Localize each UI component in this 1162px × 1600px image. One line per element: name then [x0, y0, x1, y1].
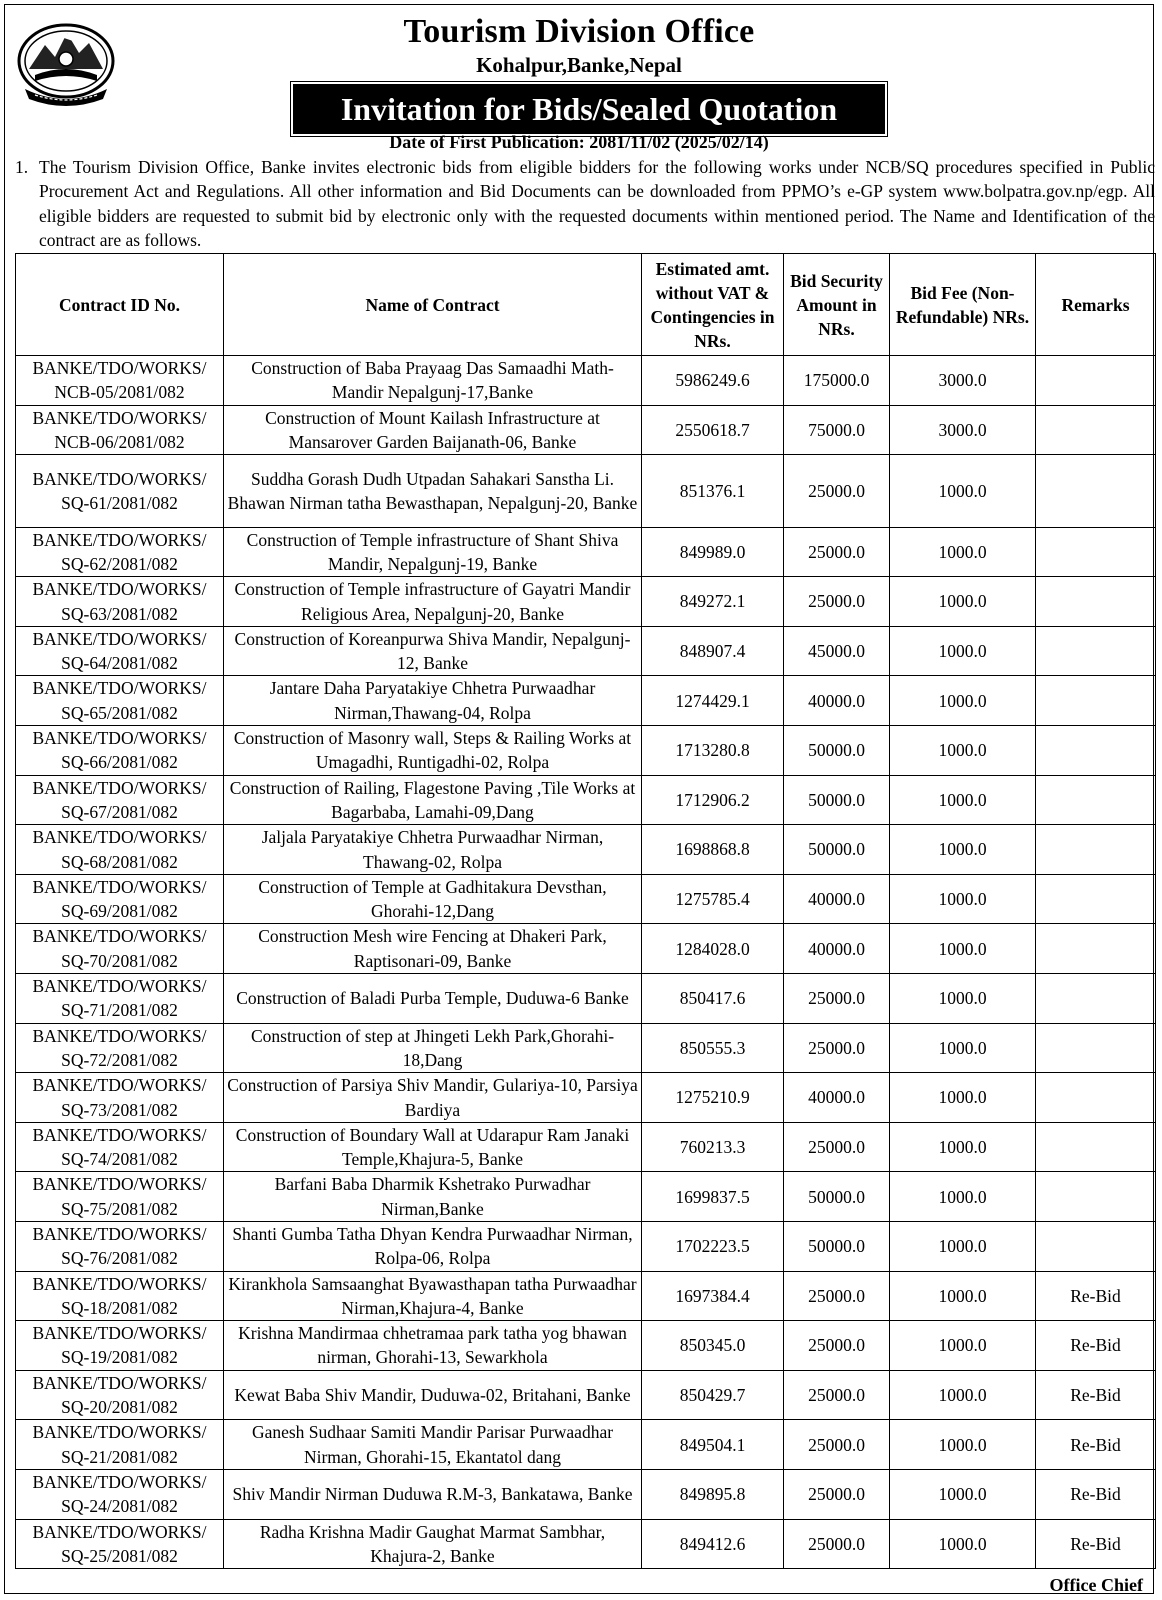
- table-row: [16, 527, 1156, 577]
- cell-contract-id: BANKE/TDO/WORKS/ SQ-62/2081/082: [16, 527, 224, 577]
- cell-estimated-amount: 850345.0: [642, 1321, 784, 1371]
- cell-contract-name: Construction of Parsiya Shiv Mandir, Gulariya-10, Parsiya Bardiya: [224, 1073, 642, 1123]
- cell-contract-name: Barfani Baba Dharmik Kshetrako Purwadhar Nirman,Banke: [224, 1172, 642, 1222]
- header-bid-security: Bid Security Amount in NRs.: [784, 254, 890, 356]
- cell-bid-fee: 1000.0: [890, 1073, 1036, 1123]
- cell-bid-security: 25000.0: [784, 1519, 890, 1569]
- cell-estimated-amount: 849989.0: [642, 527, 784, 577]
- table-row: [16, 1023, 1156, 1073]
- table-row: [16, 974, 1156, 1024]
- cell-remarks: [1036, 825, 1156, 875]
- notice-banner: Invitation for Bids/Sealed Quotation: [293, 84, 885, 134]
- table-row: [16, 924, 1156, 974]
- cell-bid-security: 25000.0: [784, 577, 890, 627]
- cell-contract-id: BANKE/TDO/WORKS/ SQ-68/2081/082: [16, 825, 224, 875]
- table-row: [16, 1420, 1156, 1470]
- cell-contract-id: BANKE/TDO/WORKS/ SQ-66/2081/082: [16, 726, 224, 776]
- cell-estimated-amount: 1274429.1: [642, 676, 784, 726]
- cell-estimated-amount: 1697384.4: [642, 1271, 784, 1321]
- cell-contract-name: Construction of Baba Prayaag Das Samaadhi Math-Mandir Nepalgunj-17,Banke: [224, 356, 642, 406]
- cell-bid-security: 25000.0: [784, 974, 890, 1024]
- cell-remarks: [1036, 924, 1156, 974]
- cell-contract-name: Construction of Baladi Purba Temple, Duduwa-6 Banke: [224, 974, 642, 1024]
- cell-remarks: Re-Bid: [1036, 1271, 1156, 1321]
- notice-page: [4, 4, 1154, 1594]
- cell-remarks: [1036, 1122, 1156, 1172]
- table-row: [16, 1172, 1156, 1222]
- cell-bid-fee: 1000.0: [890, 1271, 1036, 1321]
- cell-remarks: Re-Bid: [1036, 1370, 1156, 1420]
- cell-estimated-amount: 849412.6: [642, 1519, 784, 1569]
- table-row: [16, 1122, 1156, 1172]
- cell-bid-fee: 1000.0: [890, 1420, 1036, 1470]
- cell-bid-security: 25000.0: [784, 1321, 890, 1371]
- cell-bid-fee: 1000.0: [890, 676, 1036, 726]
- cell-contract-id: BANKE/TDO/WORKS/ NCB-05/2081/082: [16, 356, 224, 406]
- cell-bid-fee: 1000.0: [890, 924, 1036, 974]
- cell-remarks: [1036, 1222, 1156, 1272]
- cell-remarks: Re-Bid: [1036, 1420, 1156, 1470]
- cell-remarks: [1036, 455, 1156, 528]
- table-row: [16, 1222, 1156, 1272]
- cell-bid-fee: 1000.0: [890, 974, 1036, 1024]
- cell-contract-id: BANKE/TDO/WORKS/ SQ-18/2081/082: [16, 1271, 224, 1321]
- contracts-table: [15, 253, 1156, 1569]
- table-row: [16, 577, 1156, 627]
- cell-bid-fee: 1000.0: [890, 1172, 1036, 1222]
- cell-contract-id: BANKE/TDO/WORKS/ SQ-69/2081/082: [16, 874, 224, 924]
- table-row: [16, 726, 1156, 776]
- cell-contract-id: BANKE/TDO/WORKS/ SQ-76/2081/082: [16, 1222, 224, 1272]
- cell-bid-security: 40000.0: [784, 1073, 890, 1123]
- cell-bid-fee: 3000.0: [890, 405, 1036, 455]
- cell-estimated-amount: 1699837.5: [642, 1172, 784, 1222]
- cell-bid-security: 175000.0: [784, 356, 890, 406]
- cell-contract-name: Construction of Koreanpurwa Shiva Mandir, Nepalgunj-12, Banke: [224, 626, 642, 676]
- cell-contract-id: BANKE/TDO/WORKS/ SQ-70/2081/082: [16, 924, 224, 974]
- cell-contract-name: Construction of Mount Kailash Infrastructure at Mansarover Garden Baijanath-06, Banke: [224, 405, 642, 455]
- cell-bid-fee: 1000.0: [890, 726, 1036, 776]
- cell-contract-name: Shanti Gumba Tatha Dhyan Kendra Purwaadhar Nirman, Rolpa-06, Rolpa: [224, 1222, 642, 1272]
- cell-bid-fee: 1000.0: [890, 455, 1036, 528]
- cell-contract-name: Construction of Boundary Wall at Udarapur Ram Janaki Temple,Khajura-5, Banke: [224, 1122, 642, 1172]
- cell-contract-name: Construction Mesh wire Fencing at Dhakeri Park, Raptisonari-09, Banke: [224, 924, 642, 974]
- table-row: [16, 1271, 1156, 1321]
- cell-remarks: [1036, 1172, 1156, 1222]
- cell-bid-security: 40000.0: [784, 874, 890, 924]
- cell-bid-fee: 1000.0: [890, 1321, 1036, 1371]
- publication-date: Date of First Publication: 2081/11/02 (2025/02/14): [389, 132, 769, 152]
- header-bid-fee: Bid Fee (Non-Refundable) NRs.: [890, 254, 1036, 356]
- cell-estimated-amount: 1712906.2: [642, 775, 784, 825]
- cell-estimated-amount: 849504.1: [642, 1420, 784, 1470]
- cell-estimated-amount: 2550618.7: [642, 405, 784, 455]
- table-row: [16, 1469, 1156, 1519]
- cell-remarks: [1036, 676, 1156, 726]
- cell-contract-name: Shiv Mandir Nirman Duduwa R.M-3, Bankatawa, Banke: [224, 1469, 642, 1519]
- cell-contract-id: BANKE/TDO/WORKS/ SQ-25/2081/082: [16, 1519, 224, 1569]
- table-row: [16, 825, 1156, 875]
- header-contract-name: Name of Contract: [224, 254, 642, 356]
- cell-bid-fee: 1000.0: [890, 1222, 1036, 1272]
- table-row: [16, 455, 1156, 528]
- cell-contract-name: Construction of Temple infrastructure of Shant Shiva Mandir, Nepalgunj-19, Banke: [224, 527, 642, 577]
- cell-estimated-amount: 1275785.4: [642, 874, 784, 924]
- cell-bid-fee: 1000.0: [890, 874, 1036, 924]
- cell-bid-fee: 1000.0: [890, 825, 1036, 875]
- cell-bid-security: 50000.0: [784, 1222, 890, 1272]
- cell-contract-id: BANKE/TDO/WORKS/ SQ-73/2081/082: [16, 1073, 224, 1123]
- cell-contract-name: Krishna Mandirmaa chhetramaa park tatha yog bhawan nirman, Ghorahi-13, Sewarkhola: [224, 1321, 642, 1371]
- cell-contract-id: BANKE/TDO/WORKS/ SQ-65/2081/082: [16, 676, 224, 726]
- cell-remarks: [1036, 1023, 1156, 1073]
- cell-remarks: [1036, 527, 1156, 577]
- cell-bid-security: 40000.0: [784, 676, 890, 726]
- cell-estimated-amount: 851376.1: [642, 455, 784, 528]
- cell-bid-security: 25000.0: [784, 1469, 890, 1519]
- cell-remarks: Re-Bid: [1036, 1321, 1156, 1371]
- cell-bid-fee: 1000.0: [890, 1469, 1036, 1519]
- cell-estimated-amount: 760213.3: [642, 1122, 784, 1172]
- cell-remarks: Re-Bid: [1036, 1519, 1156, 1569]
- cell-remarks: [1036, 775, 1156, 825]
- cell-estimated-amount: 850417.6: [642, 974, 784, 1024]
- cell-contract-name: Ganesh Sudhaar Samiti Mandir Parisar Purwaadhar Nirman, Ghorahi-15, Ekantatol dang: [224, 1420, 642, 1470]
- cell-bid-security: 25000.0: [784, 1271, 890, 1321]
- cell-contract-id: BANKE/TDO/WORKS/ SQ-74/2081/082: [16, 1122, 224, 1172]
- cell-remarks: Re-Bid: [1036, 1469, 1156, 1519]
- cell-estimated-amount: 1284028.0: [642, 924, 784, 974]
- cell-estimated-amount: 849272.1: [642, 577, 784, 627]
- header-estimated-amount: Estimated amt. without VAT & Contingencies in NRs.: [642, 254, 784, 356]
- cell-remarks: [1036, 1073, 1156, 1123]
- cell-remarks: [1036, 356, 1156, 406]
- cell-bid-security: 50000.0: [784, 726, 890, 776]
- cell-estimated-amount: 1275210.9: [642, 1073, 784, 1123]
- cell-remarks: [1036, 874, 1156, 924]
- cell-bid-security: 25000.0: [784, 527, 890, 577]
- cell-contract-id: BANKE/TDO/WORKS/ SQ-61/2081/082: [16, 455, 224, 528]
- cell-bid-security: 75000.0: [784, 405, 890, 455]
- table-row: [16, 1073, 1156, 1123]
- cell-remarks: [1036, 626, 1156, 676]
- cell-bid-security: 25000.0: [784, 455, 890, 528]
- table-row: [16, 874, 1156, 924]
- table-row: [16, 356, 1156, 406]
- cell-bid-fee: 3000.0: [890, 356, 1036, 406]
- cell-contract-name: Kewat Baba Shiv Mandir, Duduwa-02, Britahani, Banke: [224, 1370, 642, 1420]
- cell-contract-name: Radha Krishna Madir Gaughat Marmat Sambhar, Khajura-2, Banke: [224, 1519, 642, 1569]
- intro-number: 1.: [15, 157, 29, 177]
- cell-bid-fee: 1000.0: [890, 626, 1036, 676]
- cell-bid-security: 40000.0: [784, 924, 890, 974]
- intro-paragraph: [15, 155, 1155, 252]
- cell-remarks: [1036, 974, 1156, 1024]
- cell-contract-id: BANKE/TDO/WORKS/ NCB-06/2081/082: [16, 405, 224, 455]
- signoff: Office Chief: [1049, 1575, 1143, 1595]
- cell-bid-fee: 1000.0: [890, 775, 1036, 825]
- cell-bid-security: 25000.0: [784, 1122, 890, 1172]
- cell-contract-name: Kirankhola Samsaanghat Byawasthapan tatha Purwaadhar Nirman,Khajura-4, Banke: [224, 1271, 642, 1321]
- cell-bid-security: 25000.0: [784, 1023, 890, 1073]
- office-title: Tourism Division Office: [403, 13, 755, 50]
- cell-estimated-amount: 5986249.6: [642, 356, 784, 406]
- cell-contract-id: BANKE/TDO/WORKS/ SQ-64/2081/082: [16, 626, 224, 676]
- cell-estimated-amount: 1698868.8: [642, 825, 784, 875]
- cell-bid-fee: 1000.0: [890, 1122, 1036, 1172]
- cell-bid-security: 50000.0: [784, 1172, 890, 1222]
- cell-contract-name: Construction of step at Jhingeti Lekh Park,Ghorahi-18,Dang: [224, 1023, 642, 1073]
- office-address: Kohalpur,Banke,Nepal: [476, 53, 682, 77]
- cell-contract-id: BANKE/TDO/WORKS/ SQ-63/2081/082: [16, 577, 224, 627]
- cell-contract-id: BANKE/TDO/WORKS/ SQ-20/2081/082: [16, 1370, 224, 1420]
- cell-contract-id: BANKE/TDO/WORKS/ SQ-19/2081/082: [16, 1321, 224, 1371]
- cell-bid-fee: 1000.0: [890, 1023, 1036, 1073]
- cell-estimated-amount: 850429.7: [642, 1370, 784, 1420]
- cell-estimated-amount: 848907.4: [642, 626, 784, 676]
- table-header-row: [16, 254, 1156, 356]
- cell-remarks: [1036, 577, 1156, 627]
- table-row: [16, 1519, 1156, 1569]
- table-row: [16, 676, 1156, 726]
- cell-bid-security: 50000.0: [784, 825, 890, 875]
- table-row: [16, 1370, 1156, 1420]
- cell-contract-name: Construction of Masonry wall, Steps & Railing Works at Umagadhi, Runtigadhi-02, Rolpa: [224, 726, 642, 776]
- cell-contract-id: BANKE/TDO/WORKS/ SQ-67/2081/082: [16, 775, 224, 825]
- table-row: [16, 1321, 1156, 1371]
- cell-bid-security: 45000.0: [784, 626, 890, 676]
- cell-contract-id: BANKE/TDO/WORKS/ SQ-71/2081/082: [16, 974, 224, 1024]
- cell-contract-name: Construction of Temple infrastructure of Gayatri Mandir Religious Area, Nepalgunj-20, Banke: [224, 577, 642, 627]
- table-row: [16, 626, 1156, 676]
- cell-contract-name: Construction of Railing, Flagestone Paving ,Tile Works at Bagarbaba, Lamahi-09,Dang: [224, 775, 642, 825]
- cell-contract-name: Jaljala Paryatakiye Chhetra Purwaadhar Nirman, Thawang-02, Rolpa: [224, 825, 642, 875]
- cell-bid-security: 25000.0: [784, 1370, 890, 1420]
- cell-remarks: [1036, 405, 1156, 455]
- cell-bid-fee: 1000.0: [890, 1519, 1036, 1569]
- header-contract-id: Contract ID No.: [16, 254, 224, 356]
- cell-remarks: [1036, 726, 1156, 776]
- cell-contract-id: BANKE/TDO/WORKS/ SQ-75/2081/082: [16, 1172, 224, 1222]
- cell-estimated-amount: 1713280.8: [642, 726, 784, 776]
- cell-estimated-amount: 849895.8: [642, 1469, 784, 1519]
- cell-bid-fee: 1000.0: [890, 527, 1036, 577]
- cell-estimated-amount: 850555.3: [642, 1023, 784, 1073]
- cell-contract-id: BANKE/TDO/WORKS/ SQ-72/2081/082: [16, 1023, 224, 1073]
- cell-bid-fee: 1000.0: [890, 577, 1036, 627]
- cell-bid-security: 25000.0: [784, 1420, 890, 1470]
- cell-contract-name: Construction of Temple at Gadhitakura Devsthan, Ghorahi-12,Dang: [224, 874, 642, 924]
- intro-text: The Tourism Division Office, Banke invites electronic bids from eligible bidders for the following works under NCB/SQ procedures specified in Public Procurement Act and Regulations. All other information and Bid Documents can be downloaded from PPMO’s e-GP system www.bolpatra.gov.np/egp. All eligible bidders are requested to submit bid by electronic only with the requested documents within mentioned period. The Name and Identification of the contract are as follows.: [39, 157, 1155, 250]
- cell-contract-id: BANKE/TDO/WORKS/ SQ-21/2081/082: [16, 1420, 224, 1470]
- cell-estimated-amount: 1702223.5: [642, 1222, 784, 1272]
- cell-contract-name: Suddha Gorash Dudh Utpadan Sahakari Sanstha Li. Bhawan Nirman tatha Bewasthapan, Nepalgunj-20, Banke: [224, 455, 642, 528]
- cell-contract-id: BANKE/TDO/WORKS/ SQ-24/2081/082: [16, 1469, 224, 1519]
- cell-contract-name: Jantare Daha Paryatakiye Chhetra Purwaadhar Nirman,Thawang-04, Rolpa: [224, 676, 642, 726]
- table-row: [16, 775, 1156, 825]
- table-row: [16, 405, 1156, 455]
- cell-bid-fee: 1000.0: [890, 1370, 1036, 1420]
- cell-bid-security: 50000.0: [784, 775, 890, 825]
- header-remarks: Remarks: [1036, 254, 1156, 356]
